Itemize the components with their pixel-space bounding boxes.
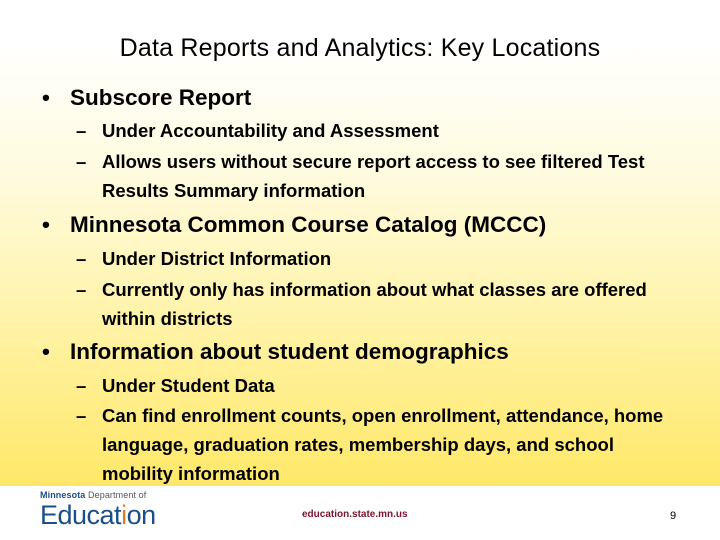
sub-item [76, 401, 676, 488]
dash-icon: – [76, 375, 87, 396]
sub-item-text: Can find enrollment counts, open enrollment, attendance, home language, graduation rates, membership days, and school mobility information [102, 405, 664, 484]
logo-brand: Minnesota [40, 490, 86, 500]
sub-item-text: Allows users without secure report access to see filtered Test Results Summary information [102, 151, 645, 201]
bullet-text: Information about student demographics [70, 339, 509, 364]
bullet-item [42, 339, 509, 365]
sub-item-text: Under District Information [102, 248, 332, 269]
slide-title: Data Reports and Analytics: Key Locations [119, 34, 601, 62]
sub-item [76, 147, 676, 205]
footer-url[interactable]: education.state.mn.us [302, 509, 408, 520]
sub-item [76, 371, 676, 400]
logo-dept: Department of [88, 490, 147, 500]
sub-item [76, 244, 676, 273]
logo-word-accent: i [121, 500, 127, 530]
bullet-dot-icon: • [42, 85, 50, 110]
bullet-item [42, 85, 251, 111]
sub-item-text: Currently only has information about what classes are offered within districts [102, 279, 647, 329]
logo-wordmark [40, 500, 156, 531]
dash-icon: – [76, 279, 87, 300]
page-number: 9 [670, 510, 677, 522]
bullet-text: Minnesota Common Course Catalog (MCCC) [70, 212, 547, 237]
dash-icon: – [76, 405, 87, 426]
bullet-dot-icon: • [42, 339, 50, 364]
footer [0, 486, 720, 540]
logo-word-start: Educat [40, 500, 122, 530]
mde-logo [40, 490, 156, 531]
sub-item-text: Under Accountability and Assessment [102, 120, 439, 141]
dash-icon: – [76, 248, 87, 269]
bullet-text: Subscore Report [70, 85, 252, 110]
dash-icon: – [76, 120, 87, 141]
sub-item [76, 275, 676, 333]
logo-word-end: on [126, 500, 156, 530]
sub-item-text: Under Student Data [102, 375, 275, 396]
dash-icon: – [76, 151, 87, 172]
sub-item [76, 116, 676, 145]
bullet-dot-icon: • [42, 212, 50, 237]
logo-top-line [40, 490, 156, 500]
bullet-item [42, 212, 546, 238]
